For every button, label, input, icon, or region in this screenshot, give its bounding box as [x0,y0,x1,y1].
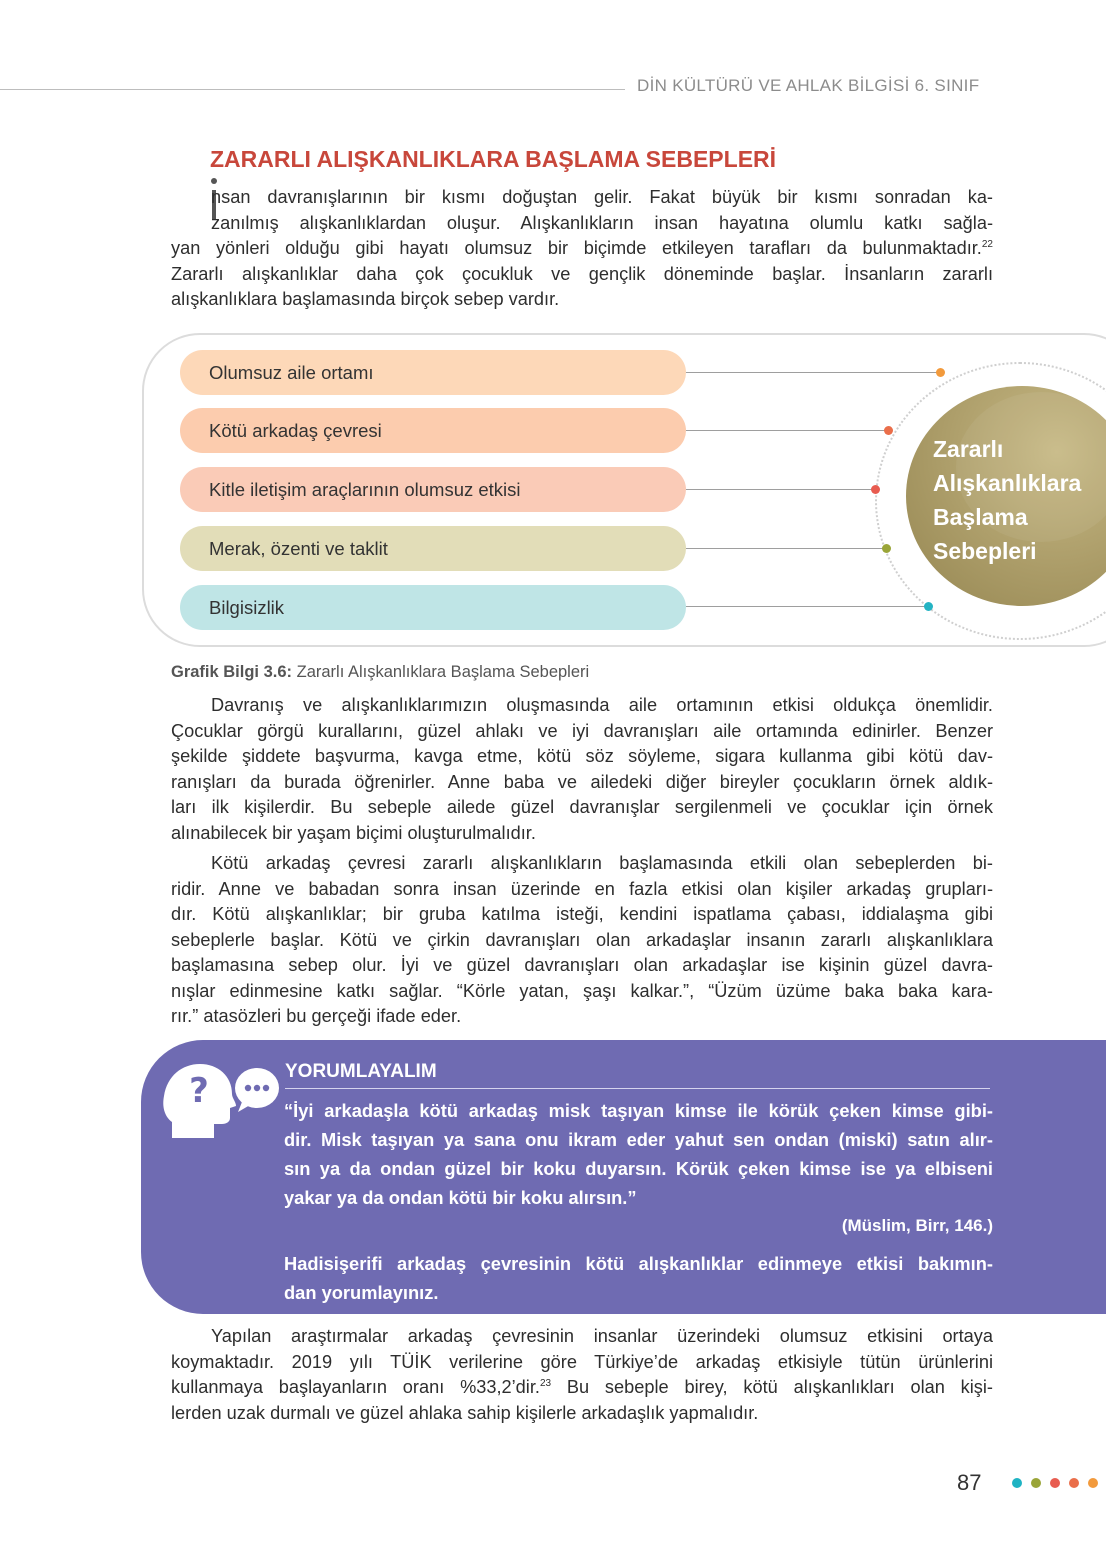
footer-dot [1012,1478,1022,1488]
paragraph-statistics: Yapılan araştırmalar arkadaş çevresinin insanlar üzerindeki olumsuz etkisini ortaya koymaktadır. 2019 yılı TÜİK verilerine göre Türkiye’de arkadaş etkisiyle tütün ürünlerini kullanmaya başlayanların oranı %33,2’dir.$^{23}$ Bu sebeple birey, kötü alışkanlıkları olan kişi- lerden uzak durmalı ve güzel ahlaka sahip kişilerle arkadaşlık yapmalıdır. [171,1326,993,1423]
footer-dot [1031,1478,1041,1488]
connector-dot [884,426,893,435]
footer-dot [1050,1478,1060,1488]
yorumlayalim-title: YORUMLAYALIM [285,1061,437,1082]
paragraph-family: Davranış ve alışkanlıklarımızın oluşmasında aile ortamının etkisi oldukça önemlidir. Çocuklar görgü kurallarını, güzel ahlakı ve iyi davranışları aile ortamında edinirler. Benzer şekilde şiddete başvurma, kavga etme, kötü söz söyleme, sigara kullanma gibi kötü dav- ranışları da burada öğrenirler. Anne baba ve ailedeki diğer bireyler çocukların örnek aldık- ları ilk kişilerdir. Bu sebeple ailede güzel davranışlar sergilenmeli ve çocuklar için örnek alınabilecek bir yaşam biçimi oluşturulmalıdır. [171,695,993,843]
yorumlayalim-rule [285,1088,990,1089]
hadith-quote: “İyi arkadaşla kötü arkadaş misk taşıyan kimse ile körük çeken kimse gibi- dir. Misk taşıyan ya sana onu ikram eder yahut sen ondan (miski) satın alır- sın ya da ondan güzel bir koku duyarsın. Körük çeken kimse ise ya elbiseni yakar ya da ondan kötü bir koku alırsın.” [284,1100,993,1208]
footer-dot [1088,1478,1098,1488]
cause-pill: Kitle iletişim araçlarının olumsuz etkisi [180,467,686,512]
thinking-head-icon [162,1060,282,1140]
connector-dot [936,368,945,377]
svg-text:?: ? [189,1071,209,1111]
connector-line [686,548,886,549]
yorumlayalim-question: Hadisişerifi arkadaş çevresinin kötü alışkanlıklar edinmeye etkisi bakımın- dan yorumlayınız. [284,1253,993,1303]
paragraph-friends: Kötü arkadaş çevresi zararlı alışkanlıkların başlamasında etkili olan sebeplerden bi- ridir. Anne ve babadan sonra insan üzerinde en fazla etkisi olan kişiler arkadaş grupları- dır. Kötü alışkanlıklar; bir gruba katılma isteği, kendini ispatlama çabası, iddialaşma gibi sebeplerle başlar. Kötü ve çirkin davranışları olan arkadaşlar insanın zararlı alışkanlıklara başlamasına sebep olur. İyi ve güzel davranışları olan arkadaşlar ise kişinin güzel davra- nışlar edinmesine katkı sağlar. “Körle yatan, şaşı kalkar.”, “Üzüm üzüme baka baka kara- rır.” atasözleri bu gerçeği ifade eder. [171,853,993,1026]
connector-line [686,489,875,490]
cause-pill: Kötü arkadaş çevresi [180,408,686,453]
running-header: DİN KÜLTÜRÜ VE AHLAK BİLGİSİ 6. SINIF [637,76,980,95]
connector-dot [871,485,880,494]
figure-caption: Grafik Bilgi 3.6: Zararlı Alışkanlıklara Başlama Sebepleri [171,663,590,681]
footer-dot [1069,1478,1079,1488]
section-title: ZARARLI ALIŞKANLIKLARA BAŞLAMA SEBEPLERİ [210,146,777,172]
cause-pill: Bilgisizlik [180,585,686,630]
cause-pill: Olumsuz aile ortamı [180,350,686,395]
connector-line [686,372,940,373]
hadith-source: (Müslim, Birr, 146.) [841,1216,993,1235]
connector-line [686,606,928,607]
cause-pill: Merak, özenti ve taklit [180,526,686,571]
diagram-center-label: Zararlı Alışkanlıklara Başlama Sebepleri [933,436,1082,564]
intro-paragraph: nsan davranışlarının bir kısmı doğuştan gelir. Fakat büyük bir kısmı sonradan ka- zanılmış alışkanlıklardan oluşur. Alışkanlıkların insan hayatına olumlu katkı sağla- yan yönleri olduğu gibi hayatı olumsuz bir biçimde etkileyen tarafları da bulunmaktadır.$^{22}$ Zararlı alışkanlıklar daha çok çocukluk ve gençlik döneminde başlar. İnsanların zararlı alışkanlıklara başlamasında birçok sebep vardır. [171,187,993,309]
footnote-ref[interactable]: 23 [539,1378,552,1389]
connector-dot [882,544,891,553]
connector-line [686,430,888,431]
footnote-ref[interactable]: 22 [981,239,993,250]
page-number: 87 [957,1470,982,1495]
connector-dot [924,602,933,611]
header-rule [0,89,625,90]
